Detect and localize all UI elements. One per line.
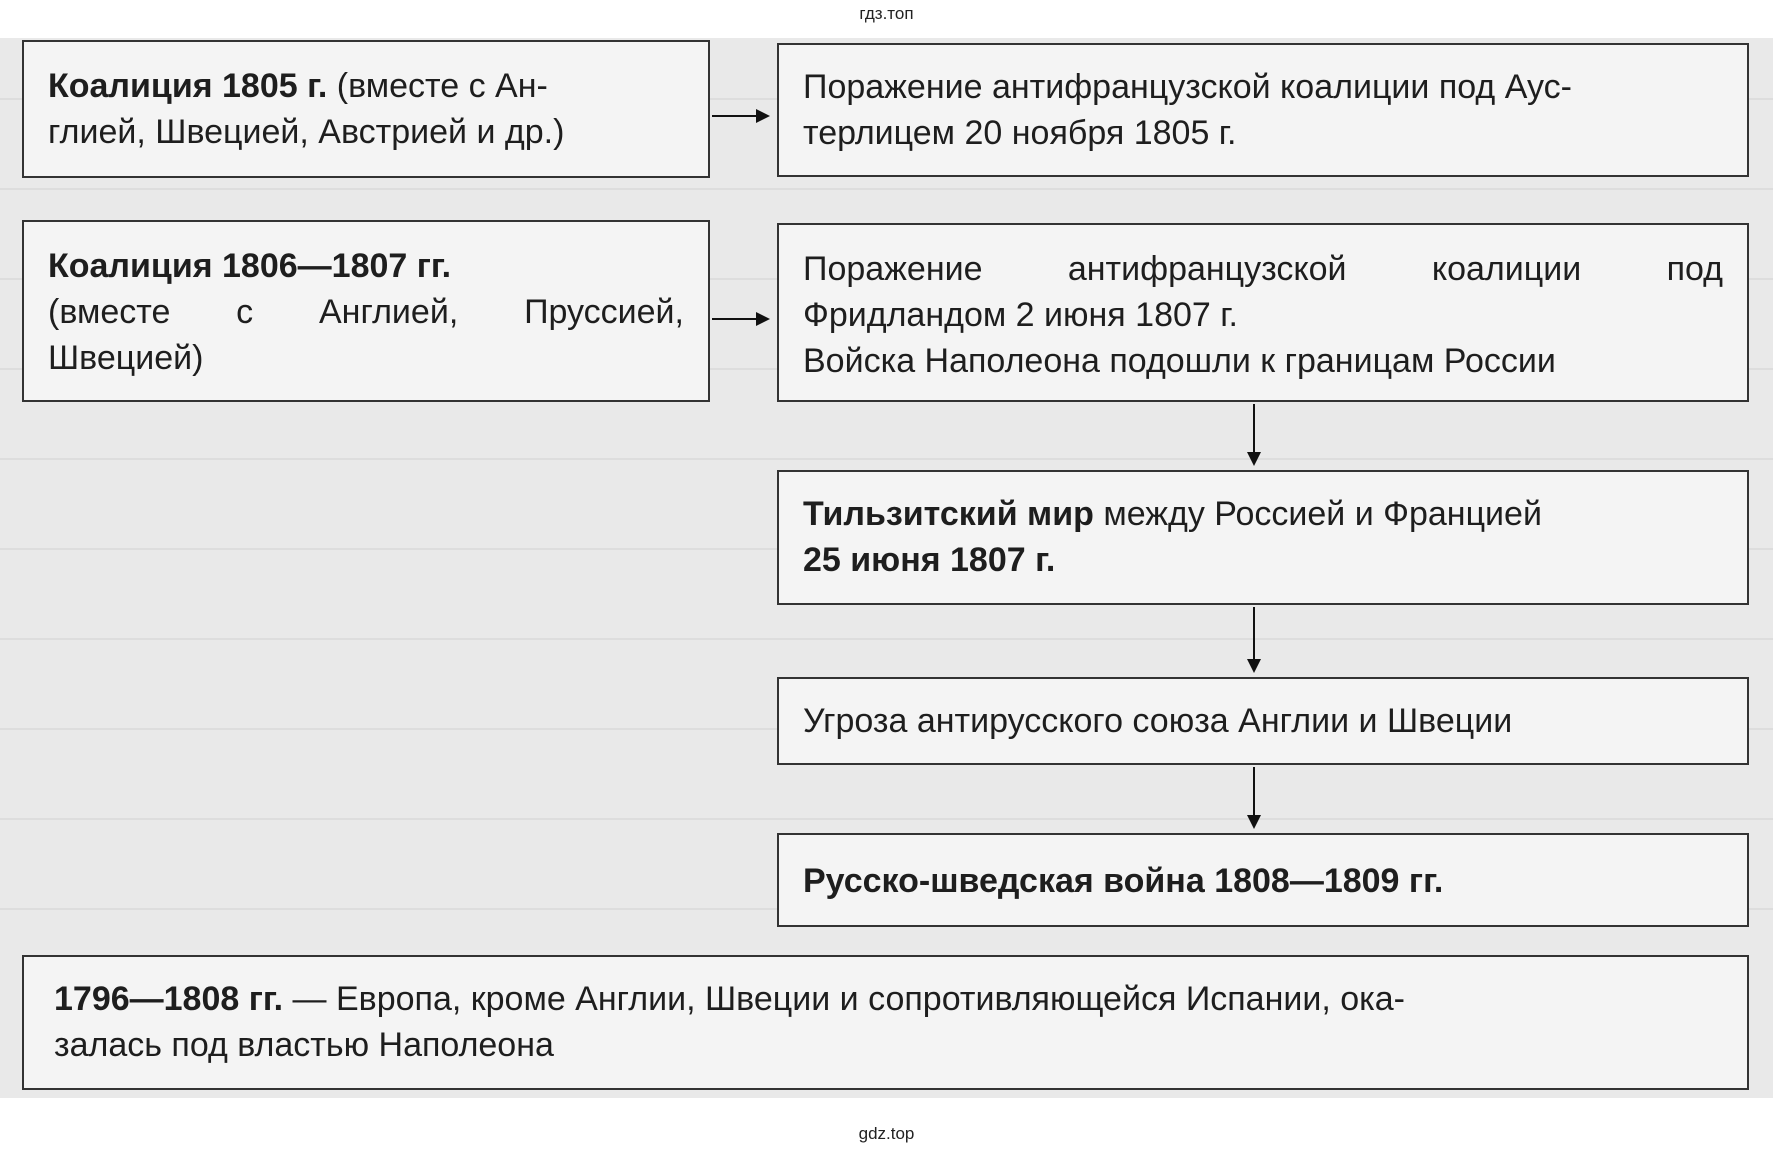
arrow-1807	[712, 318, 768, 320]
defeat-1807-line3: Войска Наполеона подошли к границам России	[803, 342, 1556, 380]
europe-line1	[54, 976, 1723, 1022]
tilsit-title: Тильзитский мир	[803, 495, 1094, 533]
coalition-1806-line2: (вместе с Англией, Пруссией,	[48, 293, 684, 331]
tilsit-date: 25 июня 1807 г.	[803, 541, 1056, 579]
coalition-1805-members: (вместе с Ан-	[327, 67, 548, 105]
war-box	[777, 833, 1749, 927]
arrow-to-tilsit	[1253, 404, 1255, 464]
threat-box	[777, 677, 1749, 765]
tilsit-line1	[803, 491, 1723, 537]
europe-box	[22, 955, 1749, 1090]
tilsit-parties: между Россией и Францией	[1093, 495, 1542, 533]
europe-line2: залась под властью Наполеона	[54, 1026, 554, 1064]
defeat-1805-line1: Поражение антифранцузской коалиции под Аус-	[803, 68, 1572, 106]
watermark-bottom: gdz.top	[858, 1124, 915, 1143]
europe-title: 1796—1808 гг.	[54, 980, 284, 1018]
war-text: Русско-шведская война 1808—1809 гг.	[803, 862, 1444, 900]
coalition-1805-title: Коалиция 1805 г.	[48, 67, 328, 105]
coalition-1806-box	[22, 220, 710, 402]
watermark-top: гдз.топ	[859, 4, 914, 23]
europe-text: — Европа, кроме Англии, Швеции и сопротивляющейся Испании, ока-	[283, 980, 1405, 1018]
defeat-1807-line2: Фридландом 2 июня 1807 г.	[803, 296, 1238, 334]
arrow-to-threat	[1253, 607, 1255, 671]
tilsit-box	[777, 470, 1749, 605]
coalition-1805-line1	[48, 63, 684, 109]
arrow-to-war	[1253, 767, 1255, 827]
coalition-1805-box	[22, 40, 710, 178]
coalition-1805-line2: глией, Швецией, Австрией и др.)	[48, 113, 565, 151]
coalition-1806-line3: Швецией)	[48, 339, 204, 377]
defeat-1805-box	[777, 43, 1749, 177]
threat-text: Угроза антирусского союза Англии и Швеции	[803, 702, 1513, 740]
defeat-1807-box	[777, 223, 1749, 402]
arrow-1805	[712, 115, 768, 117]
coalition-1806-title: Коалиция 1806—1807 гг.	[48, 247, 452, 285]
defeat-1807-line1: Поражение антифранцузской коалиции под	[803, 250, 1723, 288]
defeat-1805-line2: терлицем 20 ноября 1805 г.	[803, 114, 1237, 152]
